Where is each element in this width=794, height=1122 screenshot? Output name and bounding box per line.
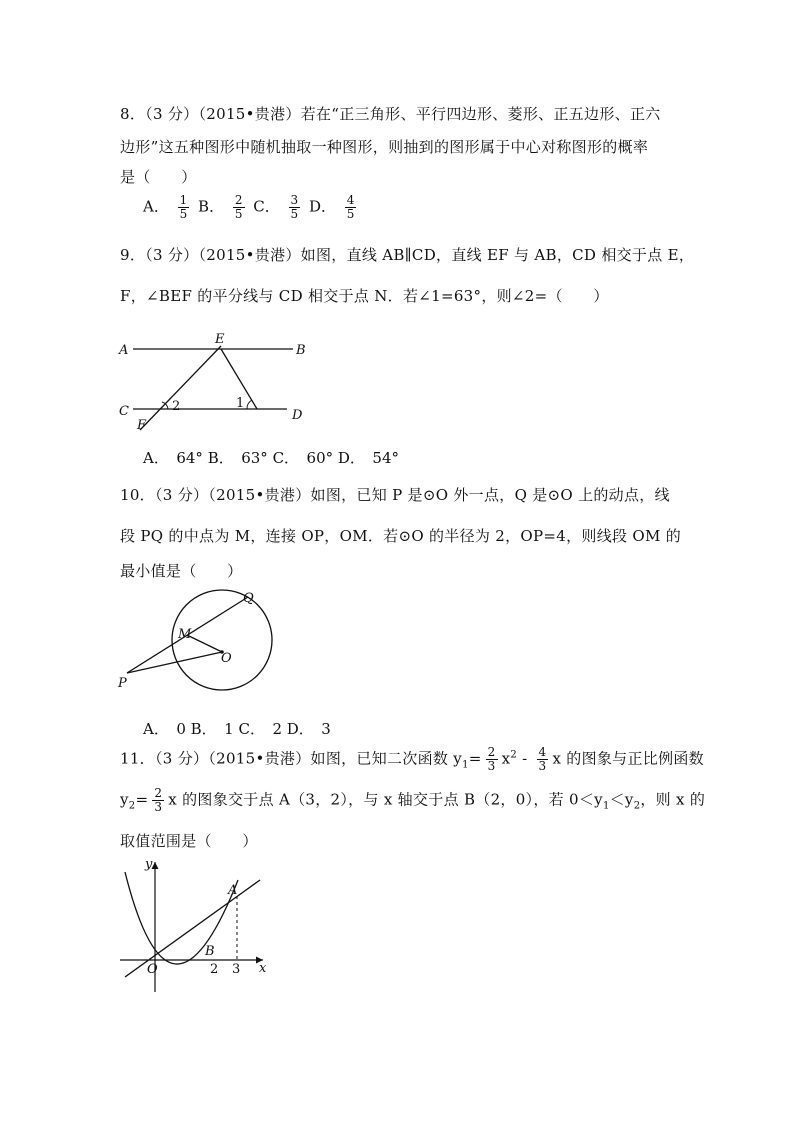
coef-2-numerator: 4 [538, 745, 547, 759]
less-than: ＜y [609, 790, 634, 809]
label-m: M [178, 627, 192, 642]
label-a: A [119, 343, 129, 358]
q10-line-3: 最小值是（ ） [120, 562, 243, 580]
label-q: Q [243, 591, 254, 606]
q11-intro: 11．（3 分）（2015•贵港）如图，已知二次函数 y [120, 749, 463, 768]
q10-line-1: 10．（3 分）（2015•贵港）如图，已知 P 是⊙O 外一点，Q 是⊙O 上的动点，线 [120, 486, 670, 504]
y1-subscript: 1 [462, 759, 469, 771]
angle-1-arc [247, 400, 252, 409]
label-y: y [145, 857, 153, 872]
q8-option-a-fraction [178, 194, 190, 221]
label-a: A [228, 883, 238, 898]
q8-option-d-fraction [345, 194, 357, 221]
q10-options: A． 0 B． 1 C． 2 D． 3 [143, 720, 331, 738]
label-f: F [137, 418, 147, 433]
x-variable: x [501, 749, 511, 768]
coef-3-denominator: 3 [154, 800, 163, 814]
q11-tail-1: x 的图象与正比例函数 [552, 749, 704, 768]
coef-3-numerator: 2 [154, 786, 163, 800]
q11-tail-2a: x 的图象交于点 A（3，2），与 x 轴交于点 B（2，0），若 0＜y [168, 790, 603, 809]
q9-options: A． 64° B． 63° C． 60° D． 54° [143, 449, 400, 467]
y1-subscript-2: 1 [602, 800, 610, 812]
label-b: B [296, 343, 306, 358]
q9-line-2: F，∠BEF 的平分线与 CD 相交于点 N．若∠1=63°，则∠2=（ ） [120, 287, 609, 305]
q8-b-denominator: 5 [234, 207, 243, 221]
label-o: O [221, 651, 232, 666]
q11-line-2 [120, 787, 705, 814]
q8-a-denominator: 5 [179, 207, 188, 221]
q8-options [143, 194, 360, 221]
q10-figure [115, 590, 285, 695]
minus-sign: - [517, 749, 533, 768]
q8-c-denominator: 5 [290, 207, 299, 221]
equals-sign: = [468, 749, 482, 768]
label-c: C [119, 404, 129, 419]
q8-a-numerator: 1 [179, 193, 188, 207]
label-e: E [215, 332, 225, 347]
label-p: P [118, 676, 127, 691]
q8-c-numerator: 3 [290, 193, 299, 207]
q8-option-d: D． [308, 197, 336, 216]
y2-subscript-2: 2 [633, 800, 641, 812]
tick-2: 2 [210, 962, 219, 977]
y2-subscript: 2 [128, 800, 136, 812]
coef-1-denominator: 3 [487, 759, 496, 773]
q10-line-2: 段 PQ 的中点为 M，连接 OP，OM．若⊙O 的半径为 2，OP=4，则线段 OM 的 [120, 527, 682, 545]
label-o: O [147, 962, 158, 977]
square-exponent: 2 [510, 749, 517, 761]
q8-line-2: 边形”这五种图形中随机抽取一种图形，则抽到的图形属于中心对称图形的概率 [120, 138, 649, 156]
q11-figure [115, 852, 280, 1002]
label-b: B [205, 944, 215, 959]
label-x: x [259, 961, 267, 976]
segment-om [187, 635, 222, 652]
coef-two-thirds-2 [152, 787, 164, 814]
label-angle-1: 1 [236, 396, 245, 411]
coef-2-denominator: 3 [538, 759, 547, 773]
q11-tail-2b: ，则 x 的 [640, 790, 706, 809]
q8-d-denominator: 5 [346, 207, 355, 221]
line-ef [140, 346, 221, 430]
q8-option-a: A． [143, 197, 169, 216]
q8-option-b-fraction [233, 194, 245, 221]
q8-option-c: C． [253, 197, 280, 216]
q8-b-numerator: 2 [234, 193, 243, 207]
coef-1-numerator: 2 [487, 745, 496, 759]
q11-line-1 [120, 746, 704, 773]
q8-line-3: 是（ ） [120, 168, 197, 186]
q8-option-c-fraction [289, 194, 301, 221]
q8-line-1: 8．（3 分）（2015•贵港）若在“正三角形、平行四边形、菱形、正五边形、正六 [120, 105, 661, 123]
coef-two-thirds [486, 746, 498, 773]
q9-figure [115, 330, 325, 435]
coef-four-thirds [537, 746, 549, 773]
y2-variable: y [120, 790, 129, 809]
equals-sign-2: = [135, 790, 149, 809]
q11-line-3: 取值范围是（ ） [120, 832, 258, 850]
label-angle-2: 2 [172, 399, 181, 414]
q9-line-1: 9．（3 分）（2015•贵港）如图，直线 AB∥CD，直线 EF 与 AB，CD 相交于点 E， [120, 246, 695, 264]
tick-3: 3 [232, 962, 241, 977]
parabola-y1 [125, 872, 238, 964]
q8-option-b: B． [198, 197, 225, 216]
q8-d-numerator: 4 [346, 193, 355, 207]
label-d: D [292, 408, 303, 423]
